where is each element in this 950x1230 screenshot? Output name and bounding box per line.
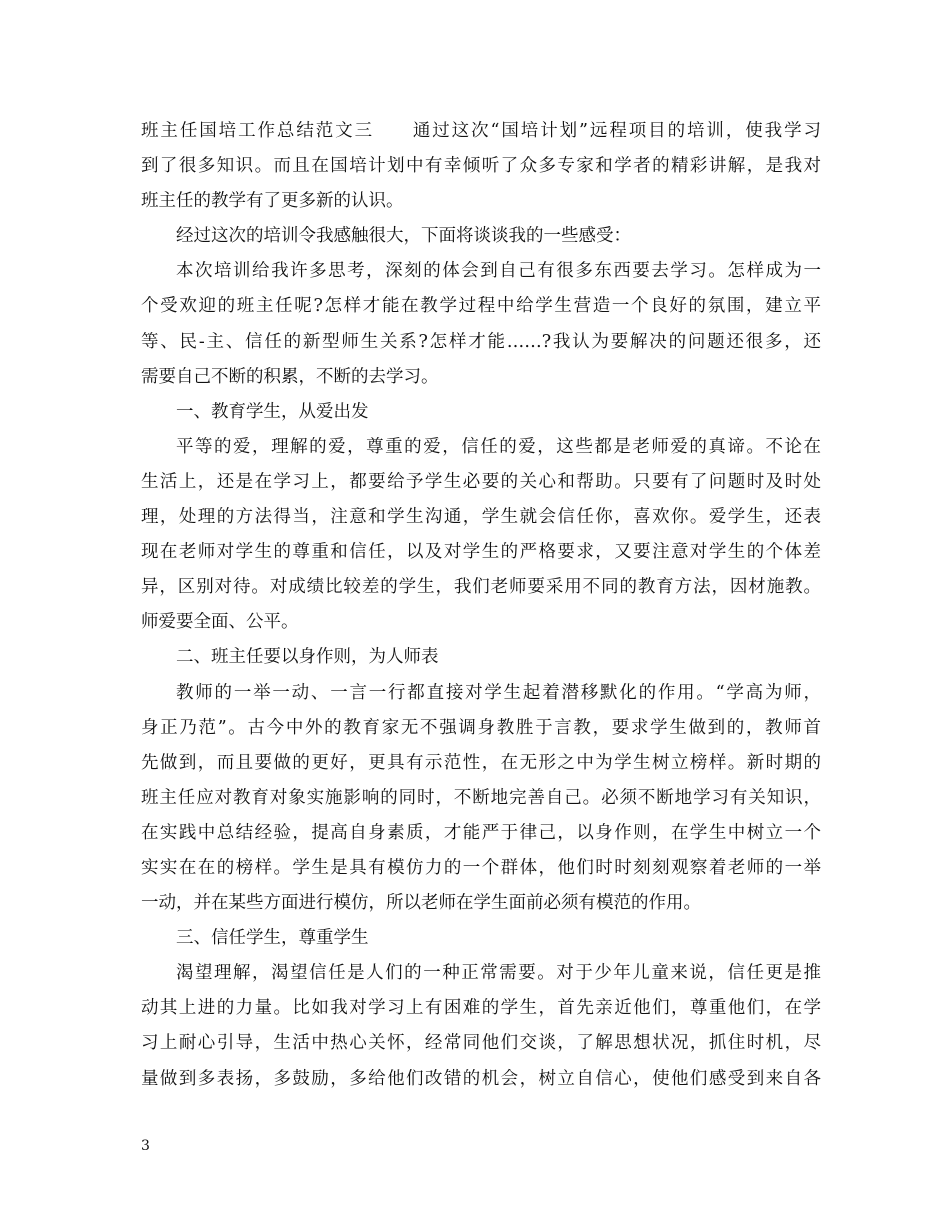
text-line: 实实在在的榜样。学生是具有模仿力的一个群体，他们时时刻刻观察着老师的一举	[141, 857, 821, 878]
section-heading: 二、班主任要以身作则，为人师表	[176, 647, 439, 668]
text-line: 到了很多知识。而且在国培计划中有幸倾听了众多专家和学者的精彩讲解，是我对	[141, 156, 821, 177]
text-line: 经过这次的培训令我感触很大，下面将谈谈我的一些感受：	[176, 226, 631, 247]
text-line: 班主任应对教育对象实施影响的同时，不断地完善自己。必须不断地学习有关知识，	[141, 787, 821, 808]
text-line: 量做到多表扬，多鼓励，多给他们改错的机会，树立自信心，使他们感受到来自各	[141, 1068, 821, 1089]
text-line: 班主任的教学有了更多新的认识。	[141, 191, 404, 212]
text-line: 先做到，而且要做的更好，更具有示范性，在无形之中为学生树立榜样。新时期的	[141, 752, 821, 773]
text-line: 异，区别对待。对成绩比较差的学生，我们老师要采用不同的教育方法，因材施教。	[141, 577, 821, 598]
text-line: 教师的一举一动、一言一行都直接对学生起着潜移默化的作用。“学高为师，	[176, 682, 821, 703]
text-line: 生活上，还是在学习上，都要给予学生必要的关心和帮助。只要有了问题时及时处	[141, 471, 821, 492]
text-line: 等、民-主、信任的新型师生关系?怎样才能……?我认为要解决的问题还很多，还	[141, 331, 821, 352]
text-line: 身正乃范”。古今中外的教育家无不强调身教胜于言教，要求学生做到的，教师首	[141, 717, 821, 738]
text-line: 一动，并在某些方面进行模仿，所以老师在学生面前必须有模范的作用。	[141, 893, 701, 914]
section-heading: 一、教育学生，从爱出发	[176, 401, 369, 422]
page-number: 3	[141, 1138, 150, 1154]
text-line: 个受欢迎的班主任呢?怎样才能在教学过程中给学生营造一个良好的氛围，建立平	[141, 296, 821, 317]
text-line: 动其上进的力量。比如我对学习上有困难的学生，首先亲近他们，尊重他们，在学	[141, 998, 821, 1019]
text-line: 习上耐心引导，生活中热心关怀，经常同他们交谈，了解思想状况，抓住时机，尽	[141, 1033, 821, 1054]
section-heading: 三、信任学生，尊重学生	[176, 928, 369, 949]
text-line: 渴望理解，渴望信任是人们的一种正常需要。对于少年儿童来说，信任更是推	[176, 963, 821, 984]
text-line: 平等的爱，理解的爱，尊重的爱，信任的爱，这些都是老师爱的真谛。不论在	[176, 436, 821, 457]
document-body	[141, 114, 821, 1097]
text-line: 现在老师对学生的尊重和信任，以及对学生的严格要求，又要注意对学生的个体差	[141, 542, 821, 563]
text-line: 师爱要全面、公平。	[141, 612, 299, 633]
text-line: 在实践中总结经验，提高自身素质，才能严于律己，以身作则，在学生中树立一个	[141, 822, 821, 843]
text-line: 班主任国培工作总结范文三 通过这次“国培计划”远程项目的培训，使我学习	[141, 121, 821, 141]
text-line: 需要自己不断的积累，不断的去学习。	[141, 366, 439, 387]
text-line: 本次培训给我许多思考，深刻的体会到自己有很多东西要去学习。怎样成为一	[176, 261, 821, 282]
text-line: 理，处理的方法得当，注意和学生沟通，学生就会信任你，喜欢你。爱学生，还表	[141, 507, 821, 528]
